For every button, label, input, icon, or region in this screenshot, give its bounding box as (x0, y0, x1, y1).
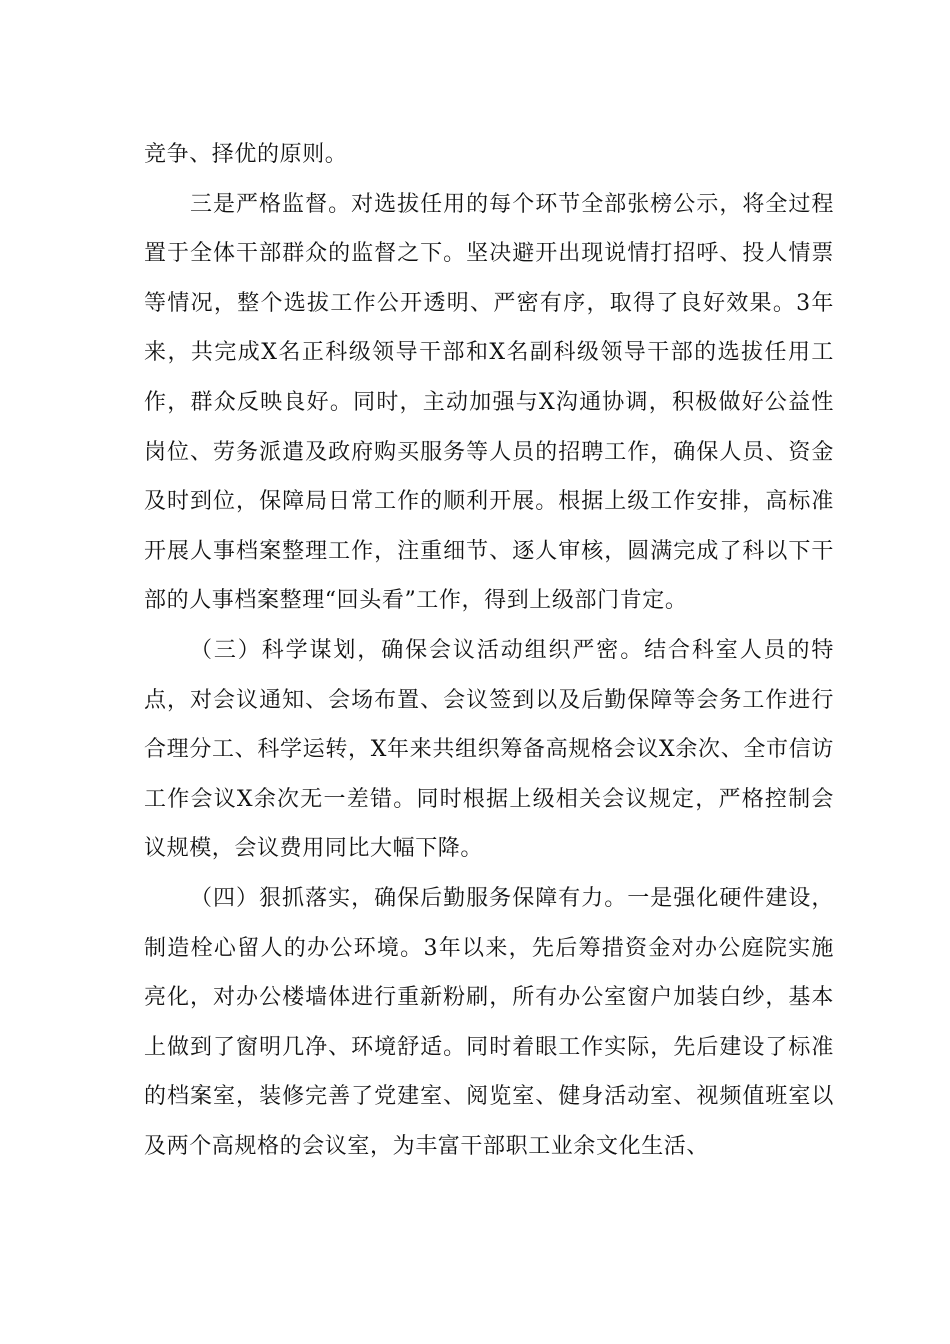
paragraph-meeting-planning: （三）科学谋划，确保会议活动组织严密。结合科室人员的特点，对会议通知、会场布置、会议签到以及后勤保障等会务工作进行合理分工、科学运转，X年来共组织筹备高规格会议X余次、全市信访工作会议X余次无一差错。同时根据上级相关会议规定，严格控制会议规模，会议费用同比大幅下降。 (144, 637, 834, 862)
paragraph-principle-end: 竞争、择优的原则。 (144, 142, 348, 167)
document-body (144, 130, 834, 1171)
paragraph-logistics-support: （四）狠抓落实，确保后勤服务保障有力。一是强化硬件建设，制造栓心留人的办公环境。3年以来，先后筹措资金对办公庭院实施亮化，对办公楼墙体进行重新粉刷，所有办公室窗户加装白纱，基本上做到了窗明几净、环境舒适。同时着眼工作实际，先后建设了标准的档案室，装修完善了党建室、阅览室、健身活动室、视频值班室以及两个高规格的会议室，为丰富干部职工业余文化生活、 (144, 885, 834, 1159)
paragraph-strict-supervision: 三是严格监督。对选拔任用的每个环节全部张榜公示，将全过程置于全体干部群众的监督之下。坚决避开出现说情打招呼、投人情票等情况，整个选拔工作公开透明、严密有序，取得了良好效果。3年来，共完成X名正科级领导干部和X名副科级领导干部的选拔任用工作，群众反映良好。同时，主动加强与X沟通协调，积极做好公益性岗位、劳务派遣及政府购买服务等人员的招聘工作，确保人员、资金及时到位，保障局日常工作的顺利开展。根据上级工作安排，高标准开展人事档案整理工作，注重细节、逐人审核，圆满完成了科以下干部的人事档案整理“回头看”工作，得到上级部门肯定。 (144, 191, 834, 614)
